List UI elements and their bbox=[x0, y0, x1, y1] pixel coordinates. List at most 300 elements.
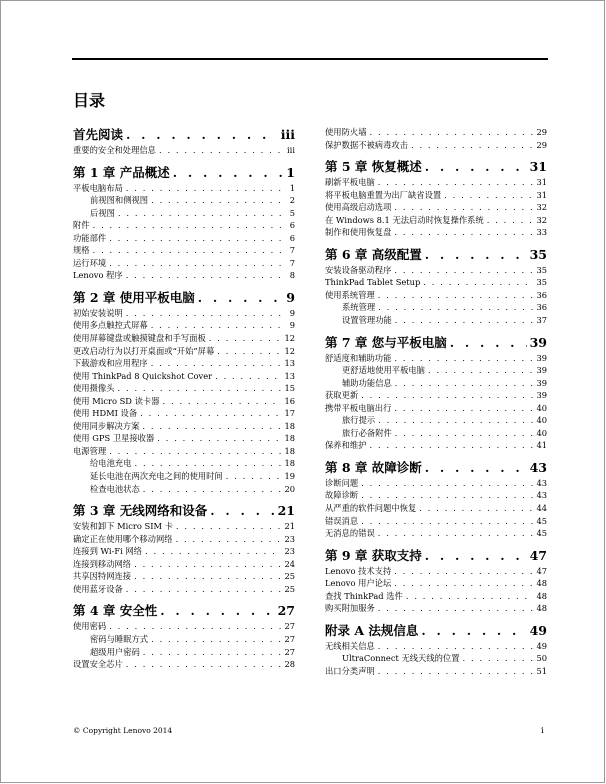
chapter-title: 第 8 章 故障诊断 bbox=[325, 459, 422, 475]
toc-entry-title: 故障诊断 bbox=[325, 490, 359, 501]
toc-entry-title: 确定正在使用哪个移动网络 bbox=[73, 533, 173, 544]
dot-leader bbox=[215, 370, 281, 383]
toc-page-number: 20 bbox=[284, 483, 295, 494]
toc-entry[interactable] bbox=[73, 432, 295, 445]
chapter-page-number: 43 bbox=[529, 459, 547, 475]
chapter-heading[interactable] bbox=[73, 502, 295, 519]
toc-page-number: 40 bbox=[536, 402, 547, 413]
toc-page-number: 39 bbox=[536, 390, 547, 401]
toc-entry[interactable] bbox=[73, 520, 295, 533]
toc-entry-title: 使用 Micro SD 读卡器 bbox=[73, 395, 160, 406]
toc-entry-title: 购买附加服务 bbox=[325, 603, 375, 614]
dot-leader bbox=[126, 126, 278, 143]
toc-right-column bbox=[325, 126, 547, 678]
toc-subentry[interactable] bbox=[73, 457, 295, 470]
toc-entry[interactable] bbox=[73, 545, 295, 558]
chapter-heading[interactable] bbox=[73, 126, 295, 143]
dot-leader bbox=[370, 439, 534, 452]
toc-entry-title: 初始安装说明 bbox=[73, 307, 123, 318]
dot-leader bbox=[157, 432, 281, 445]
page-title: 目录 bbox=[73, 91, 106, 110]
toc-entry-title: 无消息的错误 bbox=[325, 528, 375, 539]
chapter-title: 首先阅读 bbox=[73, 127, 124, 142]
toc-section bbox=[325, 459, 547, 540]
toc-entry[interactable] bbox=[73, 570, 295, 583]
toc-page-number: 35 bbox=[536, 277, 547, 288]
toc-subentry[interactable] bbox=[325, 652, 547, 665]
chapter-heading[interactable] bbox=[73, 164, 295, 181]
dot-leader bbox=[394, 264, 533, 277]
toc-section bbox=[325, 622, 547, 678]
dot-leader bbox=[126, 307, 282, 320]
dot-leader bbox=[378, 301, 533, 314]
toc-entry-title: 制作和使用恢复盘 bbox=[325, 227, 392, 238]
toc-entry-title: 前视图和侧视图 bbox=[90, 195, 149, 206]
chapter-heading[interactable] bbox=[325, 334, 547, 351]
toc-entry-title: 使用同步解决方案 bbox=[73, 420, 140, 431]
dot-leader bbox=[450, 334, 527, 351]
dot-leader bbox=[378, 414, 533, 427]
dot-leader bbox=[160, 602, 274, 619]
copyright-notice: © Copyright Lenovo 2014 bbox=[73, 726, 173, 735]
toc-page-number: 8 bbox=[289, 270, 295, 281]
toc-entry[interactable] bbox=[325, 189, 547, 202]
dot-leader bbox=[425, 547, 527, 564]
toc-page-number: 13 bbox=[284, 370, 295, 381]
toc-entry[interactable] bbox=[73, 558, 295, 571]
toc-page-number: 21 bbox=[284, 521, 295, 532]
toc-entry-title: 附件 bbox=[73, 220, 90, 231]
toc-entry-title: 刷新平板电脑 bbox=[325, 177, 375, 188]
dot-leader bbox=[444, 189, 533, 202]
chapter-title: 第 5 章 恢复概述 bbox=[325, 159, 422, 175]
dot-leader bbox=[394, 402, 533, 415]
dot-leader bbox=[176, 520, 282, 533]
toc-entry[interactable] bbox=[73, 244, 295, 257]
toc-page-number: 48 bbox=[536, 590, 547, 601]
toc-entry[interactable] bbox=[325, 477, 547, 490]
toc-entry-title: 在 Windows 8.1 无法启动时恢复操作系统 bbox=[325, 214, 484, 225]
toc-section bbox=[325, 126, 547, 151]
toc-page-number: 50 bbox=[536, 653, 547, 664]
toc-page-number: 9 bbox=[289, 307, 295, 318]
toc-page-number: 43 bbox=[536, 477, 547, 488]
chapter-title: 第 4 章 安全性 bbox=[73, 603, 158, 619]
toc-entry-title: 错误消息 bbox=[325, 515, 359, 526]
toc-entry-title: 使用防火墙 bbox=[325, 127, 367, 137]
toc-entry[interactable] bbox=[73, 319, 295, 332]
section-gap bbox=[325, 452, 547, 459]
toc-page-number: 7 bbox=[289, 257, 295, 268]
toc-page-number: 36 bbox=[536, 302, 547, 313]
dot-leader bbox=[140, 407, 281, 420]
dot-leader bbox=[151, 357, 282, 370]
toc-entry[interactable] bbox=[73, 332, 295, 345]
toc-entry-title: 使用摄像头 bbox=[73, 383, 115, 394]
dot-leader bbox=[425, 459, 527, 476]
toc-entry-title: 设置安全芯片 bbox=[73, 659, 123, 670]
toc-page-number: 2 bbox=[289, 195, 295, 206]
section-gap bbox=[325, 327, 547, 334]
toc-page-number: 12 bbox=[284, 345, 295, 356]
dot-leader bbox=[109, 257, 282, 270]
section-gap bbox=[73, 595, 295, 602]
toc-page-number: 6 bbox=[289, 232, 295, 243]
toc-entry-title: 平板电脑布局 bbox=[73, 182, 123, 193]
toc-subentry[interactable] bbox=[325, 314, 547, 327]
chapter-page-number: 47 bbox=[529, 547, 547, 563]
dot-leader bbox=[173, 164, 282, 181]
toc-page-number: 47 bbox=[536, 565, 547, 576]
toc-section bbox=[325, 158, 547, 239]
dot-leader bbox=[109, 445, 281, 458]
toc-entry[interactable] bbox=[325, 640, 547, 653]
dot-leader bbox=[143, 646, 282, 659]
section-gap bbox=[325, 239, 547, 246]
toc-page-number: 33 bbox=[536, 227, 547, 238]
toc-subentry[interactable] bbox=[325, 414, 547, 427]
toc-page-number: 43 bbox=[536, 490, 547, 501]
toc-entry-title: 使用 GPS 卫星接收器 bbox=[73, 433, 155, 444]
toc-entry[interactable] bbox=[73, 269, 295, 282]
toc-entry-title: Lenovo 程序 bbox=[73, 270, 123, 281]
toc-entry[interactable] bbox=[325, 602, 547, 615]
toc-entry[interactable] bbox=[325, 439, 547, 452]
toc-page-number: 28 bbox=[284, 659, 295, 670]
chapter-title: 第 6 章 高级配置 bbox=[325, 246, 422, 262]
toc-entry-title: 更改启动行为以打开桌面或“开始”屏幕 bbox=[73, 345, 215, 356]
toc-page-number: 39 bbox=[536, 377, 547, 388]
chapter-page-number: 49 bbox=[529, 622, 547, 638]
toc-entry[interactable] bbox=[73, 144, 295, 157]
dot-leader bbox=[370, 126, 534, 139]
toc-entry[interactable] bbox=[325, 665, 547, 678]
dot-leader bbox=[423, 276, 533, 289]
dot-leader bbox=[126, 658, 282, 671]
dot-leader bbox=[395, 377, 534, 390]
toc-page-number: 27 bbox=[284, 621, 295, 632]
chapter-title: 第 2 章 使用平板电脑 bbox=[73, 289, 195, 305]
toc-page-number: 18 bbox=[284, 420, 295, 431]
dot-leader bbox=[394, 201, 533, 214]
toc-entry[interactable] bbox=[325, 389, 547, 402]
chapter-page-number: 1 bbox=[286, 164, 295, 180]
toc-entry-title: 将平板电脑重置为出厂缺省设置 bbox=[325, 189, 442, 200]
chapter-title: 第 7 章 您与平板电脑 bbox=[325, 334, 447, 350]
toc-entry[interactable] bbox=[325, 201, 547, 214]
dot-leader bbox=[421, 622, 526, 639]
toc-entry[interactable] bbox=[73, 257, 295, 270]
toc-page-number: 31 bbox=[536, 177, 547, 188]
toc-entry[interactable] bbox=[73, 219, 295, 232]
toc-entry[interactable] bbox=[73, 420, 295, 433]
toc-section bbox=[73, 602, 295, 670]
section-gap bbox=[325, 540, 547, 547]
toc-page-number: 41 bbox=[536, 440, 547, 451]
toc-page-number: 45 bbox=[536, 528, 547, 539]
toc-entry-title: 安装和卸下 Micro SIM 卡 bbox=[73, 521, 173, 532]
toc-section bbox=[325, 246, 547, 327]
dot-leader bbox=[406, 590, 534, 603]
dot-leader bbox=[134, 570, 281, 583]
dot-leader bbox=[394, 226, 533, 239]
dot-leader bbox=[142, 420, 281, 433]
toc-entry[interactable] bbox=[325, 289, 547, 302]
dot-leader bbox=[411, 139, 533, 152]
toc-left-column bbox=[73, 126, 295, 671]
toc-entry[interactable] bbox=[73, 382, 295, 395]
toc-subentry[interactable] bbox=[325, 364, 547, 377]
dot-leader bbox=[93, 244, 282, 257]
chapter-title: 第 9 章 获取支持 bbox=[325, 547, 422, 563]
toc-subentry[interactable] bbox=[73, 633, 295, 646]
toc-entry[interactable] bbox=[73, 357, 295, 370]
toc-subentry[interactable] bbox=[325, 377, 547, 390]
toc-entry[interactable] bbox=[325, 126, 547, 139]
section-gap bbox=[325, 151, 547, 158]
toc-entry[interactable] bbox=[325, 226, 547, 239]
dot-leader bbox=[198, 289, 282, 306]
toc-entry-title: 下载游戏和应用程序 bbox=[73, 358, 148, 369]
dot-leader bbox=[93, 219, 282, 232]
toc-entry[interactable] bbox=[73, 370, 295, 383]
toc-entry-title: 更舒适地使用平板电脑 bbox=[342, 365, 425, 376]
toc-entry[interactable] bbox=[325, 352, 547, 365]
toc-subentry[interactable] bbox=[73, 194, 295, 207]
dot-leader bbox=[378, 289, 534, 302]
dot-leader bbox=[378, 527, 534, 540]
toc-section bbox=[325, 547, 547, 615]
toc-entry-title: 诊断问题 bbox=[325, 477, 359, 488]
toc-subentry[interactable] bbox=[325, 427, 547, 440]
toc-page-number: 48 bbox=[536, 578, 547, 589]
dot-leader bbox=[151, 319, 282, 332]
dot-leader bbox=[395, 427, 534, 440]
dot-leader bbox=[378, 665, 534, 678]
toc-page-number: 36 bbox=[536, 289, 547, 300]
chapter-heading[interactable] bbox=[73, 602, 295, 619]
dot-leader bbox=[361, 515, 533, 528]
toc-entry-title: 运行环境 bbox=[73, 257, 107, 268]
section-gap bbox=[325, 615, 547, 622]
chapter-heading[interactable] bbox=[325, 459, 547, 476]
toc-entry-title: 舒适度和辅助功能 bbox=[325, 352, 392, 363]
toc-subentry[interactable] bbox=[73, 646, 295, 659]
toc-page-number: 29 bbox=[536, 127, 547, 137]
toc-entry-title: 给电池充电 bbox=[90, 458, 132, 469]
chapter-title: 附录 A 法规信息 bbox=[325, 622, 419, 638]
toc-page-number: 18 bbox=[284, 445, 295, 456]
toc-entry-title: 无线相关信息 bbox=[325, 640, 375, 651]
section-gap bbox=[73, 495, 295, 502]
toc-entry[interactable] bbox=[325, 402, 547, 415]
chapter-heading[interactable] bbox=[325, 547, 547, 564]
toc-subentry[interactable] bbox=[325, 301, 547, 314]
toc-page-number: 15 bbox=[284, 383, 295, 394]
dot-leader bbox=[425, 158, 527, 175]
toc-page-number: 40 bbox=[536, 427, 547, 438]
chapter-heading[interactable] bbox=[325, 158, 547, 175]
toc-entry-title: 使用高级启动选项 bbox=[325, 202, 392, 213]
toc-entry-title: UltraConnect 无线天线的位置 bbox=[342, 653, 460, 664]
dot-leader bbox=[145, 545, 281, 558]
toc-page-number: 7 bbox=[289, 245, 295, 256]
toc-entry-title: 旅行提示 bbox=[342, 415, 376, 426]
dot-leader bbox=[361, 489, 533, 502]
dot-leader bbox=[463, 652, 534, 665]
toc-entry[interactable] bbox=[325, 489, 547, 502]
toc-page-number: iii bbox=[287, 145, 295, 155]
toc-section bbox=[73, 126, 295, 157]
toc-entry-title: 从严重的软件问题中恢复 bbox=[325, 503, 417, 514]
toc-page-number: 32 bbox=[536, 214, 547, 225]
chapter-heading[interactable] bbox=[325, 246, 547, 263]
toc-page-number: 17 bbox=[284, 408, 295, 419]
chapter-page-number: 27 bbox=[277, 603, 295, 619]
chapter-page-number: 31 bbox=[529, 159, 547, 175]
page-number: i bbox=[541, 726, 544, 736]
toc-entry-title: 使用屏幕键盘或触摸键盘和手写面板 bbox=[73, 333, 206, 344]
toc-entry[interactable] bbox=[325, 590, 547, 603]
chapter-heading[interactable] bbox=[73, 289, 295, 306]
toc-page-number: 5 bbox=[289, 207, 295, 218]
toc-entry[interactable] bbox=[325, 527, 547, 540]
dot-leader bbox=[226, 470, 282, 483]
dot-leader bbox=[394, 565, 533, 578]
toc-subentry[interactable] bbox=[73, 470, 295, 483]
toc-entry[interactable] bbox=[325, 502, 547, 515]
toc-page-number: 40 bbox=[536, 415, 547, 426]
toc-entry-title: 密码与睡眠方式 bbox=[90, 633, 149, 644]
dot-leader bbox=[159, 144, 282, 157]
dot-leader bbox=[163, 395, 282, 408]
toc-entry[interactable] bbox=[325, 176, 547, 189]
toc-page-number: 45 bbox=[536, 515, 547, 526]
toc-page-number: 12 bbox=[284, 333, 295, 344]
toc-entry[interactable] bbox=[73, 620, 295, 633]
dot-leader bbox=[361, 389, 533, 402]
toc-page-number: 39 bbox=[536, 352, 547, 363]
toc-entry[interactable] bbox=[325, 565, 547, 578]
toc-entry[interactable] bbox=[73, 182, 295, 195]
dot-leader bbox=[126, 269, 282, 282]
toc-entry[interactable] bbox=[325, 577, 547, 590]
dot-leader bbox=[109, 232, 282, 245]
toc-entry[interactable] bbox=[73, 658, 295, 671]
toc-entry-title: ThinkPad Tablet Setup bbox=[325, 277, 421, 288]
dot-leader bbox=[217, 345, 281, 358]
toc-entry[interactable] bbox=[73, 395, 295, 408]
toc-entry-title: 电源管理 bbox=[73, 445, 107, 456]
toc-entry[interactable] bbox=[73, 407, 295, 420]
toc-entry[interactable] bbox=[73, 307, 295, 320]
toc-page-number: 32 bbox=[536, 202, 547, 213]
top-rule bbox=[72, 58, 548, 60]
dot-leader bbox=[126, 583, 282, 596]
toc-entry[interactable] bbox=[73, 533, 295, 546]
toc-entry-title: 规格 bbox=[73, 245, 90, 256]
toc-page-number: 23 bbox=[284, 546, 295, 557]
toc-section bbox=[73, 502, 295, 595]
dot-leader bbox=[428, 364, 533, 377]
toc-page-number: 35 bbox=[536, 264, 547, 275]
section-gap bbox=[73, 282, 295, 289]
section-gap bbox=[73, 157, 295, 164]
toc-entry-title: 获取更新 bbox=[325, 390, 359, 401]
toc-page-number: 18 bbox=[284, 458, 295, 469]
toc-entry[interactable] bbox=[325, 276, 547, 289]
toc-page-number: 29 bbox=[536, 139, 547, 150]
toc-entry-title: 后视图 bbox=[90, 207, 115, 218]
toc-page-number: 24 bbox=[284, 558, 295, 569]
toc-subentry[interactable] bbox=[73, 207, 295, 220]
dot-leader bbox=[126, 182, 282, 195]
dot-leader bbox=[378, 602, 534, 615]
chapter-page-number: 35 bbox=[529, 246, 547, 262]
chapter-title: 第 1 章 产品概述 bbox=[73, 164, 170, 180]
toc-entry[interactable] bbox=[73, 445, 295, 458]
dot-leader bbox=[135, 457, 282, 470]
toc-section bbox=[73, 289, 295, 495]
toc-entry-title: 使用 HDMI 设备 bbox=[73, 408, 138, 419]
chapter-page-number: 39 bbox=[529, 334, 547, 350]
toc-page-number: 31 bbox=[536, 189, 547, 200]
dot-leader bbox=[394, 352, 533, 365]
toc-page-number: 23 bbox=[284, 533, 295, 544]
dot-leader bbox=[419, 502, 533, 515]
toc-page-number: 44 bbox=[536, 503, 547, 514]
toc-subentry[interactable] bbox=[73, 483, 295, 496]
toc-entry[interactable] bbox=[73, 583, 295, 596]
dot-leader bbox=[118, 207, 282, 220]
toc-entry-title: 使用多点触控式屏幕 bbox=[73, 320, 148, 331]
dot-leader bbox=[151, 633, 281, 646]
toc-page-number: 6 bbox=[289, 220, 295, 231]
toc-section bbox=[73, 164, 295, 282]
toc-entry[interactable] bbox=[73, 345, 295, 358]
dot-leader bbox=[109, 620, 281, 633]
dot-leader bbox=[143, 483, 282, 496]
toc-entry-title: 系统管理 bbox=[342, 302, 376, 313]
toc-entry-title: Lenovo 技术支持 bbox=[325, 565, 392, 576]
dot-leader bbox=[395, 314, 534, 327]
toc-section bbox=[325, 334, 547, 452]
toc-page-number: 13 bbox=[284, 358, 295, 369]
dot-leader bbox=[134, 558, 281, 571]
dot-leader bbox=[487, 214, 534, 227]
toc-page-number: 25 bbox=[284, 571, 295, 582]
dot-leader bbox=[210, 502, 274, 519]
toc-entry-title: 旅行必备附件 bbox=[342, 427, 392, 438]
toc-entry[interactable] bbox=[325, 264, 547, 277]
toc-entry[interactable] bbox=[325, 214, 547, 227]
chapter-heading[interactable] bbox=[325, 622, 547, 639]
toc-entry-title: 安装设备驱动程序 bbox=[325, 264, 392, 275]
toc-entry[interactable] bbox=[73, 232, 295, 245]
toc-page-number: 39 bbox=[536, 365, 547, 376]
toc-entry-title: Lenovo 用户论坛 bbox=[325, 578, 392, 589]
dot-leader bbox=[176, 533, 282, 546]
dot-leader bbox=[378, 176, 534, 189]
toc-entry[interactable] bbox=[325, 515, 547, 528]
toc-entry-title: 保护数据不被病毒攻击 bbox=[325, 139, 408, 150]
toc-entry-title: 使用密码 bbox=[73, 621, 107, 632]
toc-entry-title: 使用蓝牙设备 bbox=[73, 583, 123, 594]
toc-entry-title: 辅助功能信息 bbox=[342, 377, 392, 388]
toc-page-number: 9 bbox=[289, 320, 295, 331]
toc-entry[interactable] bbox=[325, 139, 547, 152]
dot-leader bbox=[118, 382, 282, 395]
